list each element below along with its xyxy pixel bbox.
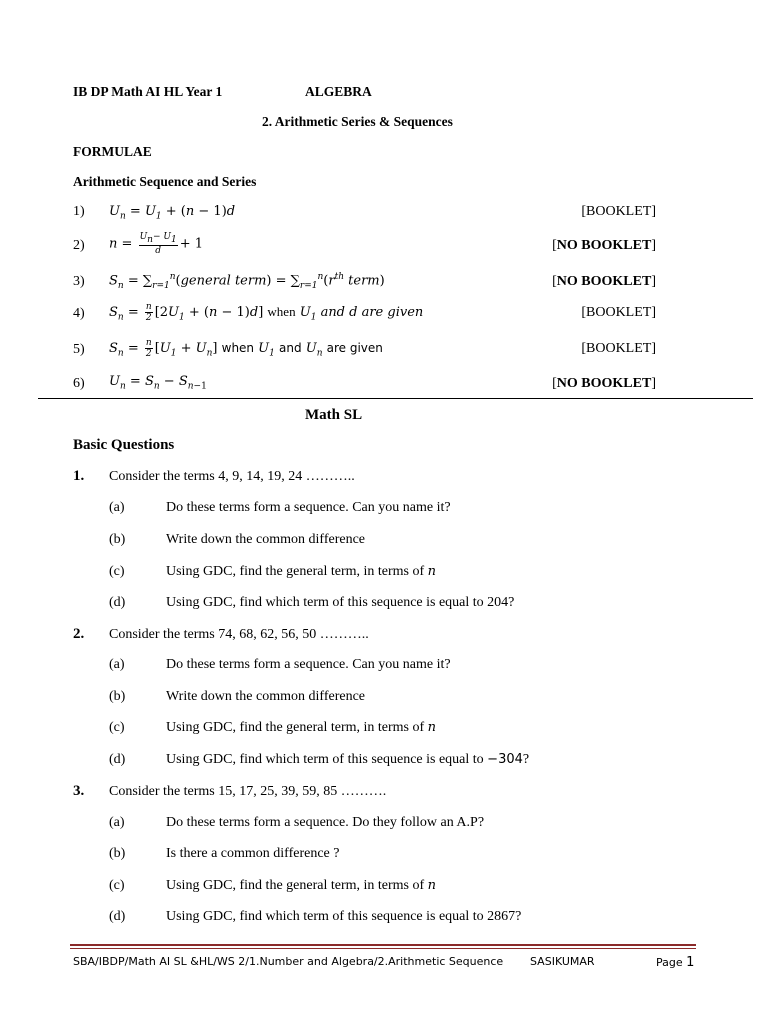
q3-part-d-text: Using GDC, find which term of this sequence is equal to 2867? — [166, 909, 522, 924]
formula-5-tag: [BOOKLET] — [581, 341, 656, 356]
footer-path: SBA/IBDP/Math AI SL &HL/WS 2/1.Number and Algebra/2.Arithmetic Sequence — [73, 955, 504, 968]
q2-part-a-label: (a) — [109, 657, 125, 672]
topic-title: ALGEBRA — [305, 84, 372, 99]
q1-part-c-text: Using GDC, find the general term, in terms of n — [166, 564, 437, 579]
basic-questions-heading: Basic Questions — [73, 437, 175, 453]
q1-part-d-label: (d) — [109, 595, 126, 610]
q2-part-b-text: Write down the common difference — [166, 689, 365, 704]
question-2-number: 2. — [73, 626, 85, 642]
q3-part-a-label: (a) — [109, 815, 125, 830]
q1-part-a-label: (a) — [109, 500, 125, 515]
q2-part-c-text: Using GDC, find the general term, in terms of n — [166, 720, 437, 735]
formula-6-tag: [NO BOOKLET] — [552, 376, 656, 391]
formula-1: $U_n = U_1 + (n - 1)d$ — [109, 204, 236, 222]
formula-3: $S_n$ = $\sum_{r=1}^n(general$ term) = $\sum_{r=1}^n(r^{th}$ term) — [109, 272, 385, 291]
formula-4-number: 4) — [73, 306, 85, 321]
section-divider — [38, 398, 753, 399]
q3-part-d-label: (d) — [109, 909, 126, 924]
q1-part-c-label: (c) — [109, 564, 125, 579]
q2-part-b-label: (b) — [109, 689, 126, 704]
formula-4: $S_n$ = $\frac{n}{2}$ $[2U_1 + (n - 1)d]$ when $U_1$ and d are given — [109, 302, 424, 323]
formula-2: n = $\frac{U_n- U_1}{d}$ + 1 — [109, 232, 203, 256]
formula-6-number: 6) — [73, 376, 85, 391]
formula-6: $U_n = S_n - S_{n-1}$ — [109, 374, 207, 392]
q2-part-d-label: (d) — [109, 752, 126, 767]
question-2-text: Consider the terms 74, 68, 62, 56, 50 ……….. — [109, 627, 369, 642]
footer-rule-thin — [70, 948, 696, 949]
question-3-number: 3. — [73, 783, 85, 799]
q3-part-c-label: (c) — [109, 878, 125, 893]
q1-part-b-label: (b) — [109, 532, 126, 547]
section-title: Math SL — [305, 407, 363, 423]
page-subtitle: 2. Arithmetic Series & Sequences — [262, 114, 453, 129]
question-3-text: Consider the terms 15, 17, 25, 39, 59, 85 ………. — [109, 784, 387, 799]
formulae-subheading: Arithmetic Sequence and Series — [73, 174, 257, 189]
formula-5: $S_n$ = $\frac{n}{2}$ $[U_1 + U_n]$ when $U_1$ and $U_n$ are given — [109, 338, 383, 359]
q1-part-a-text: Do these terms form a sequence. Can you name it? — [166, 500, 451, 515]
formula-2-tag: [NO BOOKLET] — [552, 238, 656, 253]
course-title: IB DP Math AI HL Year 1 — [73, 84, 223, 99]
q3-part-a-text: Do these terms form a sequence. Do they follow an A.P? — [166, 815, 485, 830]
question-1-number: 1. — [73, 468, 85, 484]
formula-3-tag: [NO BOOKLET] — [552, 274, 656, 289]
footer-author: SASIKUMAR — [530, 955, 595, 968]
q2-part-d-text: Using GDC, find which term of this sequence is equal to −304? — [166, 752, 530, 767]
footer-page: Page 1 — [656, 955, 695, 970]
formula-5-number: 5) — [73, 342, 85, 357]
question-1-text: Consider the terms 4, 9, 14, 19, 24 ……….. — [109, 469, 355, 484]
footer-rule-thick — [70, 944, 696, 946]
formula-3-number: 3) — [73, 274, 85, 289]
formula-2-number: 2) — [73, 238, 85, 253]
formula-1-tag: [BOOKLET] — [581, 204, 656, 219]
q2-part-a-text: Do these terms form a sequence. Can you name it? — [166, 657, 451, 672]
q2-part-c-label: (c) — [109, 720, 125, 735]
q3-part-c-text: Using GDC, find the general term, in terms of n — [166, 878, 437, 893]
formula-1-number: 1) — [73, 204, 85, 219]
formula-4-tag: [BOOKLET] — [581, 305, 656, 320]
formulae-heading: FORMULAE — [73, 144, 152, 159]
q1-part-d-text: Using GDC, find which term of this sequence is equal to 204? — [166, 595, 515, 610]
q1-part-b-text: Write down the common difference — [166, 532, 365, 547]
q3-part-b-label: (b) — [109, 846, 126, 861]
q3-part-b-text: Is there a common difference ? — [166, 846, 340, 861]
